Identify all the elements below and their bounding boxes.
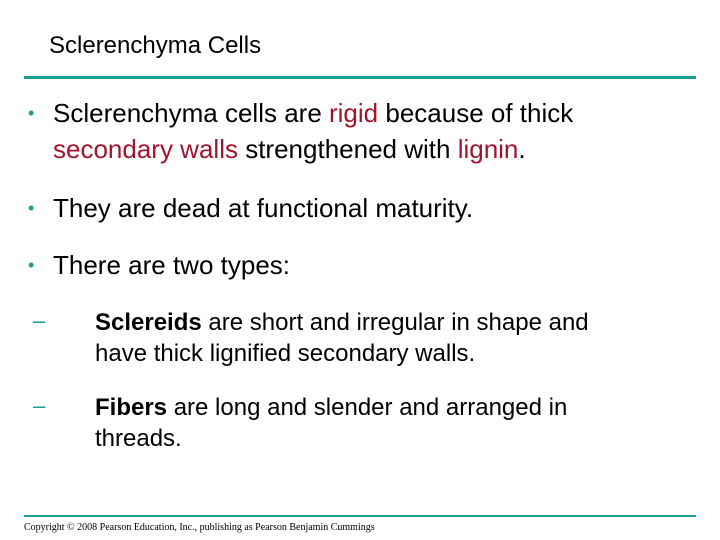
text-run: because of thick: [378, 98, 574, 128]
bullet-2-text: They are dead at functional maturity.: [53, 193, 474, 223]
dash-icon: –: [33, 308, 46, 333]
text-run: .: [518, 134, 526, 164]
bullet-3-text: There are two types:: [53, 250, 290, 280]
sub-bullet-2-line-1: [95, 392, 567, 423]
highlight-lignin: lignin: [457, 134, 519, 164]
slide-title: Sclerenchyma Cells: [49, 32, 262, 59]
text-run: are long and slender and arranged in: [167, 394, 568, 421]
term-sclereids: Sclereids: [95, 309, 202, 336]
bullet-icon: •: [28, 103, 35, 123]
footer-divider: [24, 515, 696, 517]
sub-bullet-1-line-2: have thick lignified secondary walls.: [95, 340, 476, 367]
term-fibers: Fibers: [95, 394, 168, 421]
bullet-1-line-1: [53, 97, 573, 130]
copyright-notice: Copyright © 2008 Pearson Education, Inc., publishing as Pearson Benjamin Cummings: [24, 522, 375, 533]
highlight-rigid: rigid: [329, 98, 379, 128]
text-run: strengthened with: [237, 134, 458, 164]
sub-bullet-2-line-2: threads.: [95, 425, 182, 452]
sub-bullet-1-line-1: [95, 307, 589, 338]
highlight-secondary-walls: secondary walls: [53, 134, 238, 164]
text-run: Sclerenchyma cells are: [53, 98, 329, 128]
bullet-1-line-2: [53, 133, 526, 166]
bullet-icon: •: [28, 198, 35, 218]
text-run: are short and irregular in shape and: [201, 309, 589, 336]
title-divider: [24, 76, 696, 79]
bullet-icon: •: [28, 255, 35, 275]
dash-icon: –: [33, 393, 46, 418]
